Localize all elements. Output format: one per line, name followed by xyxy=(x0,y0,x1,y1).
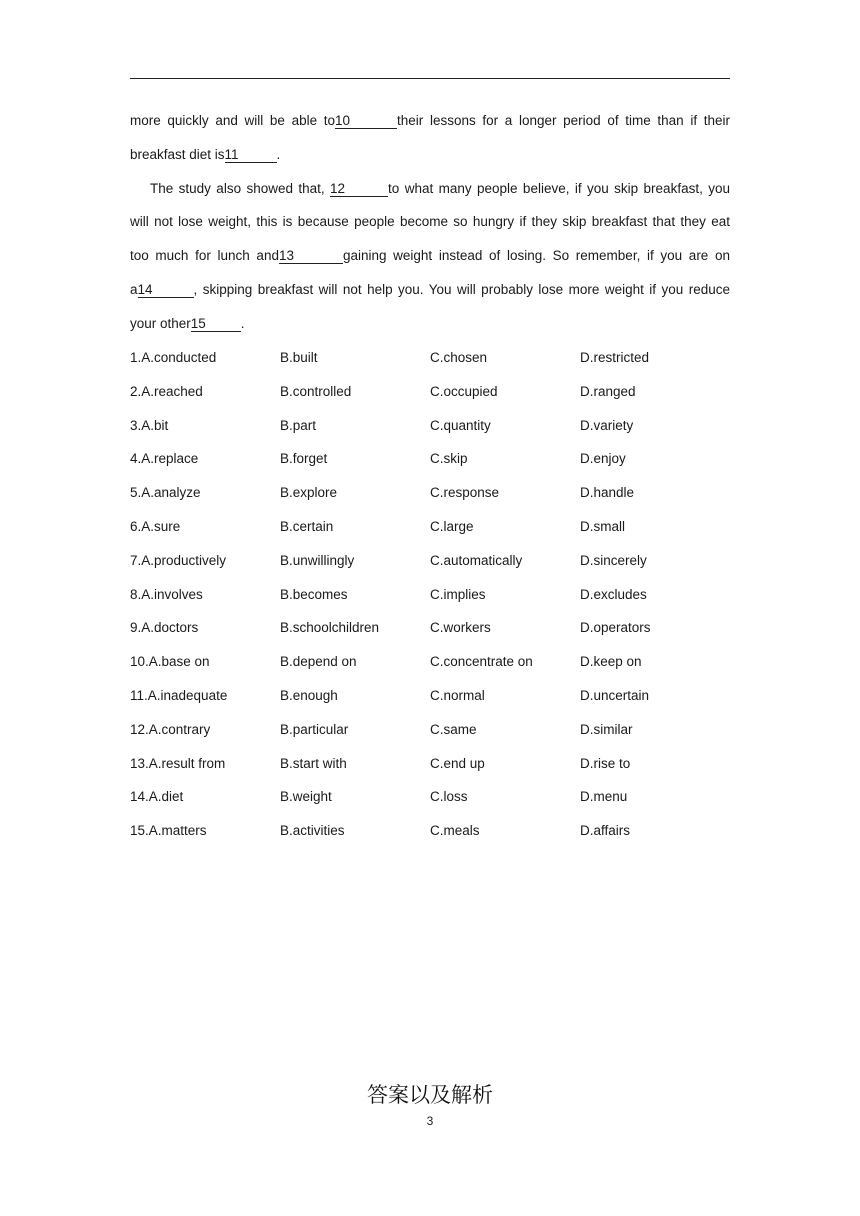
option-c: C.response xyxy=(430,485,500,501)
blank-13: 13 xyxy=(279,248,343,264)
option-a: 5.A.analyze xyxy=(130,485,201,501)
option-d: D.restricted xyxy=(580,350,650,365)
passage-text: your other xyxy=(130,315,191,331)
passage-line xyxy=(130,205,730,239)
option-row xyxy=(130,679,730,713)
passage-text: . xyxy=(240,315,245,331)
option-c: C.workers xyxy=(430,620,491,636)
option-b: B.explore xyxy=(280,485,338,501)
option-b: B.depend on xyxy=(280,654,357,670)
option-d: D.rise to xyxy=(580,755,631,771)
option-row xyxy=(130,578,730,612)
option-b: B.weight xyxy=(280,789,332,805)
passage-text: to what many people believe, if you skip breakfast, you xyxy=(388,180,730,196)
blank-11: 11 xyxy=(225,147,277,163)
passage-text: will not lose weight, this is because people become so hungry if they skip breakfast that they eat xyxy=(130,214,730,230)
blank-12: 12 xyxy=(330,181,388,197)
option-a: 7.A.productively xyxy=(130,552,227,568)
option-row xyxy=(130,544,730,578)
option-d: D.menu xyxy=(580,789,628,805)
option-a: 8.A.involves xyxy=(130,586,203,602)
passage-line xyxy=(130,138,730,172)
option-a: 2.A.reached xyxy=(130,383,203,399)
option-b: B.unwillingly xyxy=(280,552,355,568)
option-row xyxy=(130,510,730,544)
passage-text: . xyxy=(276,146,281,162)
option-d: D.affairs xyxy=(580,823,631,839)
option-a: 12.A.contrary xyxy=(130,721,211,737)
option-c: C.automatically xyxy=(430,552,523,568)
option-c: C.quantity xyxy=(430,417,491,433)
option-a: 15.A.matters xyxy=(130,823,207,839)
option-a: 4.A.replace xyxy=(130,451,199,467)
option-c: C.occupied xyxy=(430,383,498,399)
option-a: 1.A.conducted xyxy=(130,350,217,365)
option-b: B.certain xyxy=(280,518,334,534)
option-b: B.activities xyxy=(280,823,345,839)
option-c: C.large xyxy=(430,518,474,534)
passage-text: The study also showed that, xyxy=(150,180,331,196)
option-a: 3.A.bit xyxy=(130,417,169,433)
page-number: 3 xyxy=(426,1114,434,1128)
option-a: 10.A.base on xyxy=(130,654,210,670)
option-row xyxy=(130,611,730,645)
option-c: C.skip xyxy=(430,451,468,467)
option-d: D.small xyxy=(580,518,626,534)
answer-options xyxy=(130,341,730,848)
passage-line xyxy=(130,273,730,307)
option-row xyxy=(130,814,730,848)
option-b: B.forget xyxy=(280,451,328,467)
passage-text: breakfast diet is xyxy=(130,146,225,162)
option-d: D.sincerely xyxy=(580,552,647,568)
blank-10: 10 xyxy=(335,113,397,129)
option-b: B.becomes xyxy=(280,586,348,602)
blank-14: 14 xyxy=(138,282,194,298)
option-c: C.concentrate on xyxy=(430,654,533,670)
option-c: C.same xyxy=(430,721,477,737)
option-b: B.controlled xyxy=(280,383,352,399)
passage-line xyxy=(130,239,730,273)
option-row xyxy=(130,713,730,747)
option-c: C.loss xyxy=(430,789,468,805)
option-a: 11.A.inadequate xyxy=(130,687,228,703)
passage-line xyxy=(130,307,730,341)
passage-text: their lessons for a longer period of time than if their xyxy=(397,113,730,128)
header-rule xyxy=(130,78,730,79)
option-row xyxy=(130,375,730,409)
option-row xyxy=(130,780,730,814)
passage-text: , skipping breakfast will not help you. You will probably lose more weight if you reduce xyxy=(193,281,730,297)
option-row xyxy=(130,747,730,781)
option-b: B.schoolchildren xyxy=(280,620,380,636)
option-d: D.ranged xyxy=(580,383,636,399)
option-row xyxy=(130,409,730,443)
option-b: B.part xyxy=(280,417,317,433)
option-d: D.keep on xyxy=(580,654,642,670)
blank-15: 15 xyxy=(191,316,241,332)
option-b: B.particular xyxy=(280,721,349,737)
passage-line xyxy=(130,104,730,138)
passage-text: gaining weight instead of losing. So remember, if you are on xyxy=(342,248,730,264)
option-d: D.uncertain xyxy=(580,687,650,703)
passage-line xyxy=(130,172,730,206)
option-c: C.chosen xyxy=(430,350,488,365)
option-a: 9.A.doctors xyxy=(130,620,199,636)
option-row xyxy=(130,645,730,679)
option-c: C.end up xyxy=(430,755,485,771)
option-b: B.enough xyxy=(280,687,338,703)
passage xyxy=(130,104,730,341)
passage-text: too much for lunch and xyxy=(130,248,279,264)
option-a: 6.A.sure xyxy=(130,518,181,534)
option-a: 13.A.result from xyxy=(130,755,226,771)
option-d: D.handle xyxy=(580,485,635,501)
passage-text: more quickly and will be able to xyxy=(130,113,336,128)
answer-heading: 答案以及解析 xyxy=(367,1083,493,1107)
option-d: D.excludes xyxy=(580,586,647,602)
option-d: D.enjoy xyxy=(580,451,626,467)
option-d: D.operators xyxy=(580,620,651,636)
option-b: B.built xyxy=(280,350,318,365)
option-c: C.normal xyxy=(430,687,485,703)
option-a: 14.A.diet xyxy=(130,789,184,805)
option-row xyxy=(130,442,730,476)
option-d: D.variety xyxy=(580,417,634,433)
option-row xyxy=(130,341,730,375)
option-row xyxy=(130,476,730,510)
passage-text: a xyxy=(130,281,138,297)
option-c: C.implies xyxy=(430,586,486,602)
option-b: B.start with xyxy=(280,755,347,771)
option-d: D.similar xyxy=(580,721,633,737)
option-c: C.meals xyxy=(430,823,480,839)
